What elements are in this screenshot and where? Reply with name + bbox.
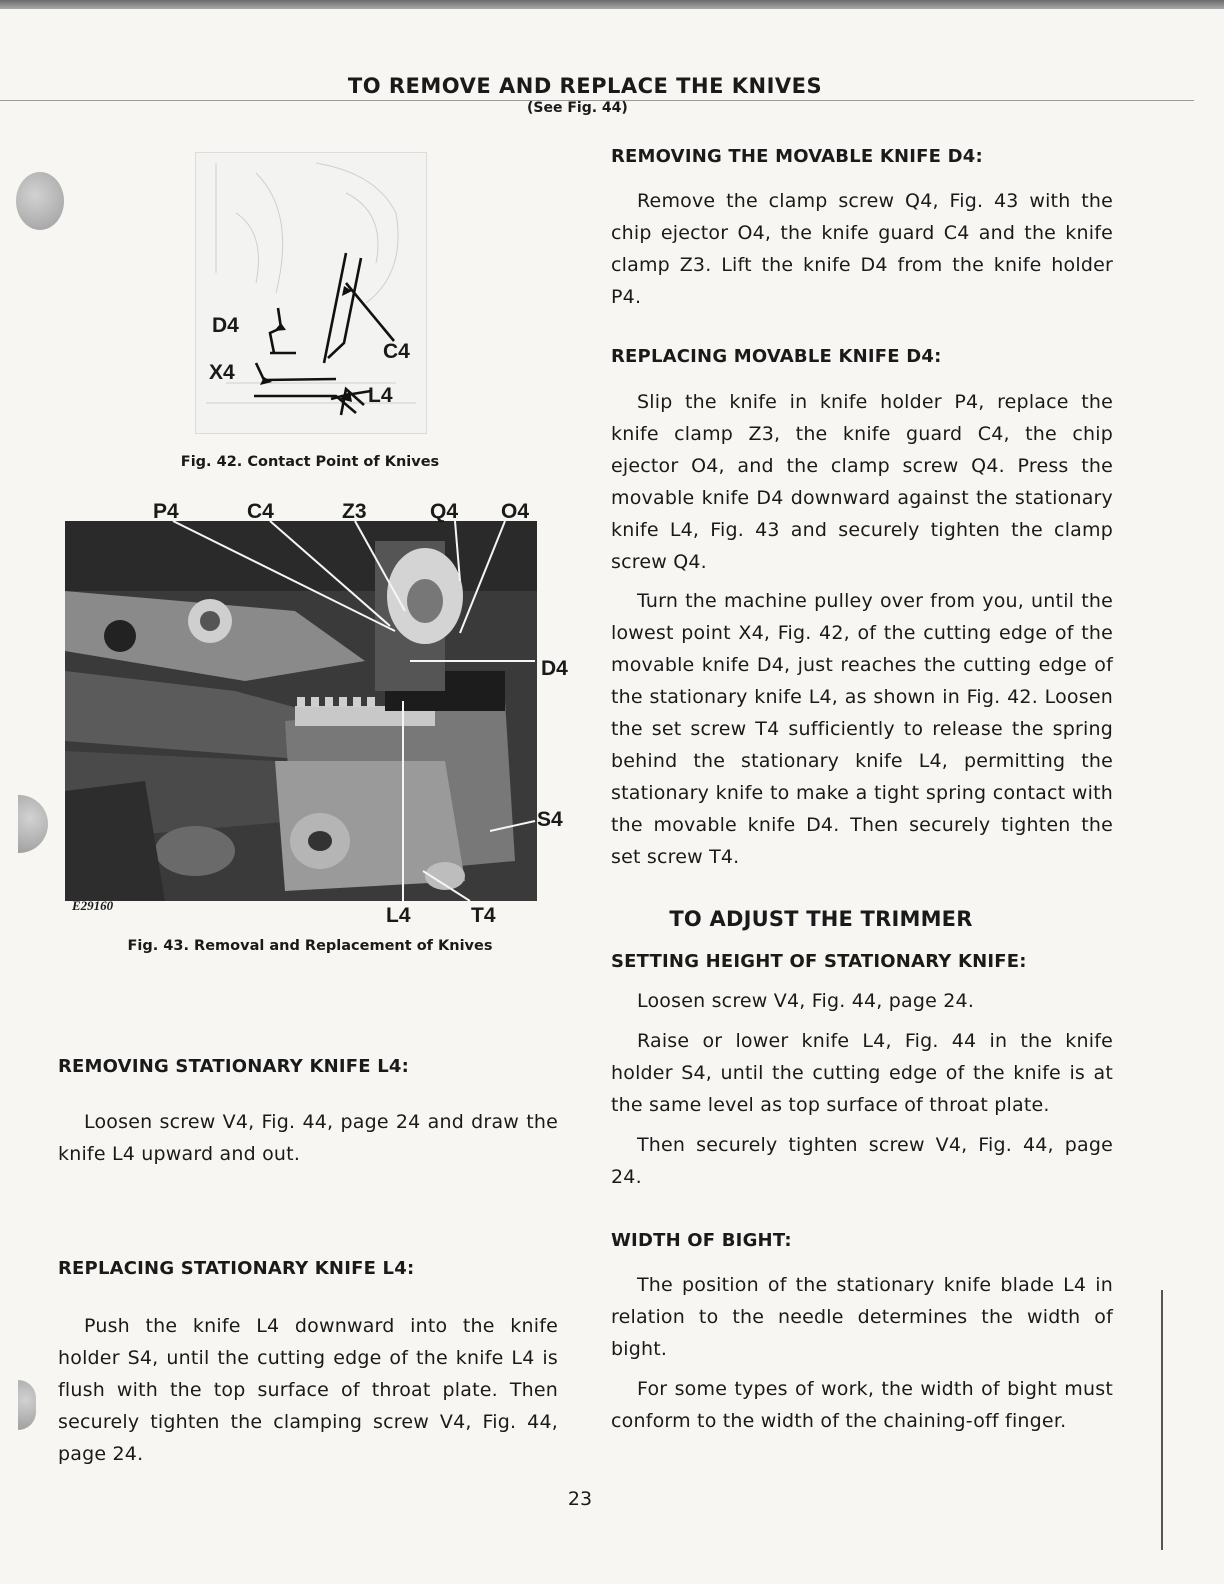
text-height-tighten: Then securely tighten screw V4, Fig. 44, page 24.	[611, 1134, 1113, 1188]
see-figure-note: (See Fig. 44)	[527, 100, 628, 116]
heading-replacing-movable-knife: REPLACING MOVABLE KNIFE D4:	[611, 346, 942, 367]
fig43-label-o4: O4	[501, 500, 530, 523]
text-bight-position: The position of the stationary knife blade L4 in relation to the needle determines the width of bight.	[611, 1274, 1113, 1360]
figure-43-photo	[65, 521, 537, 901]
binder-hole-3	[18, 1380, 36, 1430]
heading-removing-movable-knife: REMOVING THE MOVABLE KNIFE D4:	[611, 146, 983, 167]
fig43-label-s4: S4	[537, 808, 563, 831]
fig42-label-l4: L4	[368, 384, 393, 407]
figure-43-caption: Fig. 43. Removal and Replacement of Knives	[127, 938, 493, 954]
text-bight-conform: For some types of work, the width of bight must conform to the width of the chaining-off finger.	[611, 1378, 1113, 1432]
heading-width-of-bight: WIDTH OF BIGHT:	[611, 1230, 792, 1251]
trimmer-photo-drawing	[65, 521, 537, 901]
photo-catalog-number: E29160	[72, 898, 114, 913]
heading-adjust-trimmer: TO ADJUST THE TRIMMER	[669, 907, 973, 931]
text-pulley-adjustment: Turn the machine pulley over from you, until the lowest point X4, Fig. 42, of the cutting edge of the movable knife D4, just reaches the cutting edge of the stationary knife L4, as shown in Fig. 42. Loosen the set screw T4 sufficiently to release the spring behind the stationary knife L4, permitting the stationary knife to make a tight spring contact with the movable knife D4. Then securely tighten the set screw T4.	[611, 590, 1113, 868]
text-height-raise-lower: Raise or lower knife L4, Fig. 44 in the knife holder S4, until the cutting edge of the knife is at the same level as top surface of throat plate.	[611, 1030, 1113, 1116]
heading-replacing-stationary-knife: REPLACING STATIONARY KNIFE L4:	[58, 1258, 415, 1279]
heading-setting-height: SETTING HEIGHT OF STATIONARY KNIFE:	[611, 951, 1027, 972]
fig43-label-l4: L4	[386, 904, 411, 927]
binder-hole-2	[18, 795, 48, 853]
fig43-label-d4: D4	[541, 657, 568, 680]
page-number: 23	[567, 1488, 593, 1510]
fig43-label-p4: P4	[153, 500, 179, 523]
text-replacing-movable-knife: Slip the knife in knife holder P4, replace the knife clamp Z3, the knife guard C4, the chip ejector O4, and the clamp screw Q4. Press the movable knife D4 downward against the stationary knife L4, Fig. 43 and securely tighten the clamp screw Q4.	[611, 391, 1113, 573]
fig43-label-z3: Z3	[342, 500, 367, 523]
fig43-label-t4: T4	[471, 904, 496, 927]
top-edge-line	[0, 0, 1224, 9]
text-removing-stationary-knife: Loosen screw V4, Fig. 44, page 24 and draw the knife L4 upward and out.	[58, 1111, 558, 1165]
text-removing-movable-knife: Remove the clamp screw Q4, Fig. 43 with the chip ejector O4, the knife guard C4 and the knife clamp Z3. Lift the knife D4 from the knife holder P4.	[611, 190, 1113, 308]
heading-removing-stationary-knife: REMOVING STATIONARY KNIFE L4:	[58, 1056, 410, 1077]
text-replacing-stationary-knife: Push the knife L4 downward into the knife holder S4, until the cutting edge of the knife L4 is flush with the top surface of throat plate. Then securely tighten the clamping screw V4, Fig. 44, page 24.	[58, 1315, 558, 1465]
fig43-label-c4: C4	[247, 500, 274, 523]
binder-hole-1	[16, 172, 64, 230]
figure-42-caption: Fig. 42. Contact Point of Knives	[180, 454, 440, 470]
fig42-label-d4: D4	[212, 314, 239, 337]
page-title: TO REMOVE AND REPLACE THE KNIVES	[347, 74, 823, 99]
fig43-label-q4: Q4	[430, 500, 459, 523]
text-height-loosen: Loosen screw V4, Fig. 44, page 24.	[637, 990, 975, 1012]
fig42-label-c4: C4	[383, 340, 410, 363]
page-edge-shadow	[1161, 1290, 1163, 1550]
fig42-label-x4: X4	[209, 361, 235, 384]
